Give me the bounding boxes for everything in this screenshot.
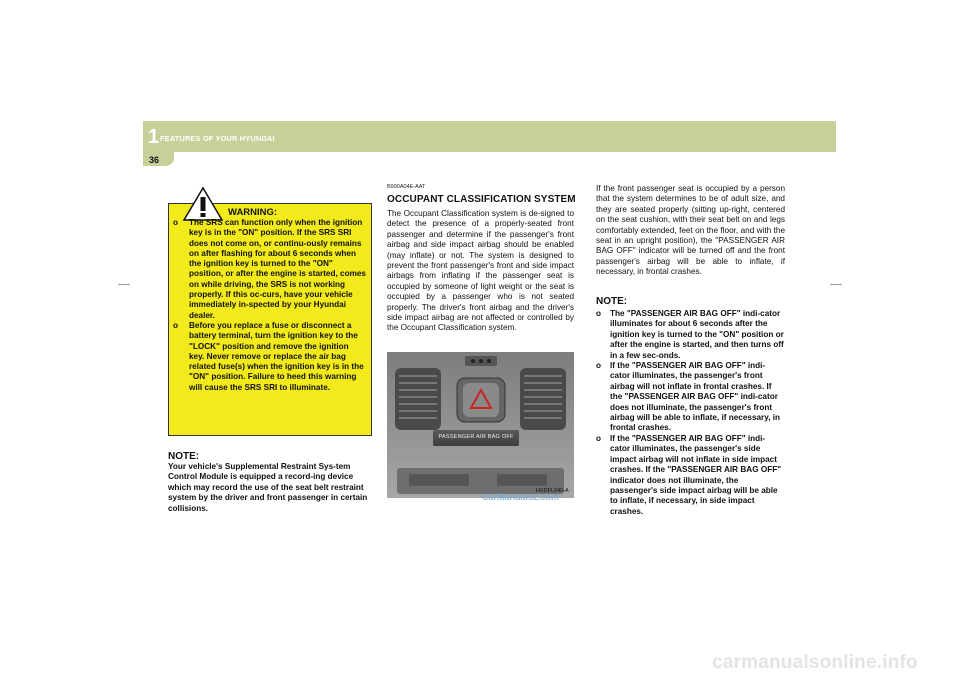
note-item bbox=[596, 434, 785, 517]
warning-item-text: Before you replace a fuse or disconnect a battery terminal, turn the ignition key to the "LOCK" position and remove the ignition key. Never remove or replace the air bag related fuse(s) when the ignition key is in the "ON" position. Failure to heed this warning will cause the SRS SRI to illuminate. bbox=[189, 320, 364, 392]
chapter-title: FEATURES OF YOUR HYUNDAI bbox=[160, 134, 275, 143]
crop-mark-right bbox=[830, 284, 842, 285]
photo-code: HXDFL040-A bbox=[536, 488, 569, 494]
warning-item bbox=[173, 321, 366, 393]
note-body: Your vehicle's Supplemental Restraint Sys-tem Control Module is equipped a record-ing device which may record the use of the seat belt restraint system by the driver and front passenger in certain collisions. bbox=[168, 462, 368, 513]
bullet: o bbox=[596, 361, 602, 371]
chapter-number: 1 bbox=[148, 126, 160, 148]
bullet: o bbox=[173, 218, 179, 227]
section-code: B990A04E-AAT bbox=[387, 184, 426, 190]
bullet: o bbox=[596, 433, 602, 443]
warning-item bbox=[173, 218, 366, 321]
note-list-right bbox=[596, 309, 785, 517]
note-title-right: NOTE: bbox=[596, 296, 628, 307]
note-item bbox=[596, 361, 785, 434]
note-item bbox=[596, 309, 785, 361]
warning-list bbox=[173, 218, 366, 393]
warning-title: WARNING: bbox=[228, 207, 278, 218]
section-title: OCCUPANT CLASSIFICATION SYSTEM bbox=[387, 194, 576, 205]
note-item-text: The "PASSENGER AIR BAG OFF" indi-cator illuminates for about 6 seconds after the ignition key is turned to the "ON" position or after the engine is started, and then turns off in a few sec-onds. bbox=[610, 309, 784, 360]
bullet: o bbox=[596, 309, 602, 318]
crop-mark-left bbox=[118, 284, 130, 285]
note-item-text: If the "PASSENGER AIR BAG OFF" indi-cator illuminates, the passenger's side impact airbag will not inflate in side impact crashes. If the "PASSENGER AIR BAG OFF" indicator does not illuminate, the passenger's side impact airbag will be able to inflate, if necessary, in side impact crashes. bbox=[610, 433, 782, 516]
photo-watermark: CarManuals2.com bbox=[482, 492, 560, 502]
dashboard-illustration bbox=[387, 352, 574, 498]
warning-item-text: The SRS can function only when the ignition key is in the "ON" position. If the SRS SRI does not come on, or continu-ously remains on after flashing for about 6 seconds when the ignition key is turned to the "ON" position, or after the engine is started, comes on while driving, the SRS is not working properly. If this oc-curs, have your vehicle immediately in-spected by your Hyundai dealer. bbox=[189, 218, 366, 320]
right-body: If the front passenger seat is occupied by a person that the system determines to be of adult size, and they are seated properly (sitting up-right, centered on the seat cushion, with their seat belt on and legs comfortably extended, feet on the floor, and with the seat in an upright position), the "PASSENGER AIR BAG OFF" indicator will be turned off and the front passenger's airbag will be able to inflate, if necessary, in frontal crashes. bbox=[596, 184, 785, 277]
page-number: 36 bbox=[149, 155, 160, 165]
exclamation-triangle-icon bbox=[182, 186, 224, 222]
note-item-text: If the "PASSENGER AIR BAG OFF" indi-cator illuminates, the passenger's front airbag will not inflate in frontal crashes. If the "PASSENGER AIR BAG OFF" indi-cator does not illuminate, the passenger's front airbag will be able to inflate, if necessary, in frontal crashes. bbox=[610, 361, 781, 433]
site-watermark: carmanualsonline.info bbox=[712, 652, 918, 673]
bullet: o bbox=[173, 320, 179, 330]
indicator-label: PASSENGER AIR BAG OFF bbox=[438, 434, 514, 440]
dashboard-photo bbox=[387, 352, 574, 498]
note-title: NOTE: bbox=[168, 451, 200, 462]
section-body: The Occupant Classification system is de-signed to detect the presence of a properly-seated front passenger and determine if the passenger's front airbag and side impact airbag should be enabled (may inflate) or not. The system is designed to prevent the front passenger's front and side impact airbags from inflating if the passenger seat is occupied by someone of light weight or the seat is occupied by a passenger who is not seated properly. The driver's front airbag and the driver's side impact airbag are not affected or controlled by the Occupant Classification system. bbox=[387, 209, 574, 333]
